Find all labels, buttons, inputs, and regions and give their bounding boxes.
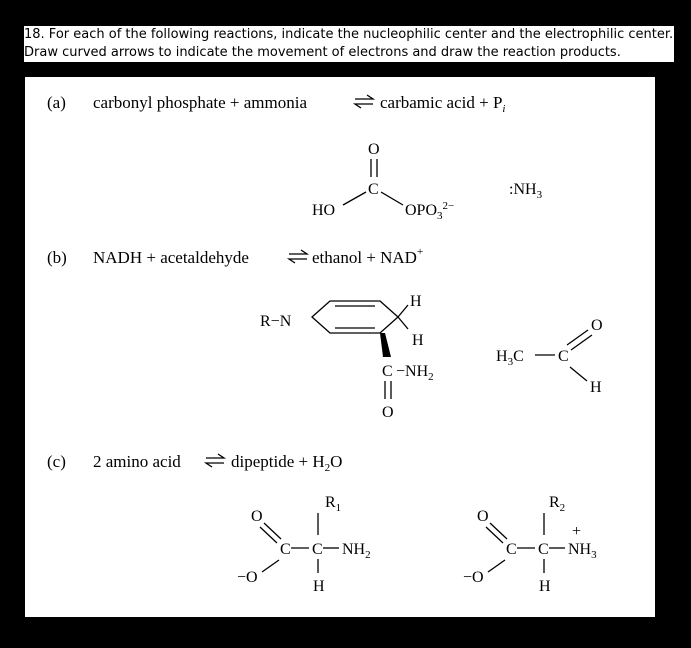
part-c-products: dipeptide + $H_2O$ bbox=[231, 452, 343, 474]
amide-nh2-label: $-NH_2$ bbox=[396, 363, 434, 383]
aa1-carboxyl-c: C bbox=[280, 541, 291, 558]
nadh-structure bbox=[260, 293, 434, 421]
figure-panel bbox=[25, 77, 655, 617]
aldehyde-o-label: O bbox=[591, 317, 603, 334]
amino-acid-2-structure bbox=[463, 494, 597, 595]
aa2-nh3: $NH_3$ bbox=[568, 541, 597, 561]
ho-label: HO bbox=[312, 202, 336, 219]
acetaldehyde-structure bbox=[496, 317, 603, 396]
aa1-r1: $R_1$ bbox=[325, 494, 342, 514]
aa1-carbonyl-o: O bbox=[251, 508, 263, 525]
amide-o-label: O bbox=[382, 404, 394, 421]
aa2-plus-charge: + bbox=[572, 523, 582, 540]
amino-acid-1-structure bbox=[237, 494, 371, 595]
ammonia-label: $:NH_3$ bbox=[509, 181, 543, 201]
carbonyl-phosphate-structure bbox=[312, 141, 543, 222]
question-line-1: 18. For each of the following reactions, indicate the nucleophilic center and the electrophilic center. bbox=[24, 27, 674, 42]
h3c-label: $H_3C$ bbox=[496, 348, 524, 368]
aa2-carboxyl-c: C bbox=[506, 541, 517, 558]
part-c-reactants: 2 amino acid bbox=[93, 452, 181, 471]
reactions-figure bbox=[25, 77, 655, 617]
opo3-label: $OPO_3^{2-}$ bbox=[405, 200, 455, 222]
equilibrium-arrow-a bbox=[355, 95, 373, 108]
aa2-h: H bbox=[539, 578, 551, 595]
aa2-carbonyl-o: O bbox=[477, 508, 489, 525]
reaction-b-equation bbox=[47, 246, 423, 267]
part-a-label: (a) bbox=[47, 93, 66, 112]
h-equatorial-label: H bbox=[412, 332, 424, 349]
r-n-label: R−N bbox=[260, 313, 292, 330]
aa2-alpha-c: C bbox=[538, 541, 549, 558]
part-a-reactants: carbonyl phosphate + ammonia bbox=[93, 93, 308, 112]
part-b-reactants: NADH + acetaldehyde bbox=[93, 248, 249, 267]
question-text bbox=[24, 26, 674, 62]
part-a-products: carbamic acid + $P_i$ bbox=[380, 93, 506, 115]
aldehyde-c-label: C bbox=[558, 348, 569, 365]
aa1-nh2: $NH_2$ bbox=[342, 541, 371, 561]
aa1-alpha-c: C bbox=[312, 541, 323, 558]
aa2-r2: $R_2$ bbox=[549, 494, 566, 514]
amide-c-label: C bbox=[382, 363, 393, 380]
equilibrium-arrow-c bbox=[206, 454, 224, 467]
aa1-carboxylate-o: −O bbox=[237, 569, 258, 586]
part-c-label: (c) bbox=[47, 452, 66, 471]
equilibrium-arrow-b bbox=[289, 250, 307, 263]
reaction-a-equation bbox=[47, 93, 505, 115]
aldehyde-h-label: H bbox=[590, 379, 602, 396]
part-b-label: (b) bbox=[47, 248, 67, 267]
reaction-c-equation bbox=[47, 452, 342, 474]
carbonyl-c-label: C bbox=[368, 181, 379, 198]
aa1-h: H bbox=[313, 578, 325, 595]
carbonyl-o-label: O bbox=[368, 141, 380, 158]
part-b-products: ethanol + NAD+ bbox=[312, 246, 424, 267]
question-line-2: Draw curved arrows to indicate the movement of electrons and draw the reaction products. bbox=[24, 45, 621, 60]
aa2-carboxylate-o: −O bbox=[463, 569, 484, 586]
h-axial-label: H bbox=[410, 293, 422, 310]
